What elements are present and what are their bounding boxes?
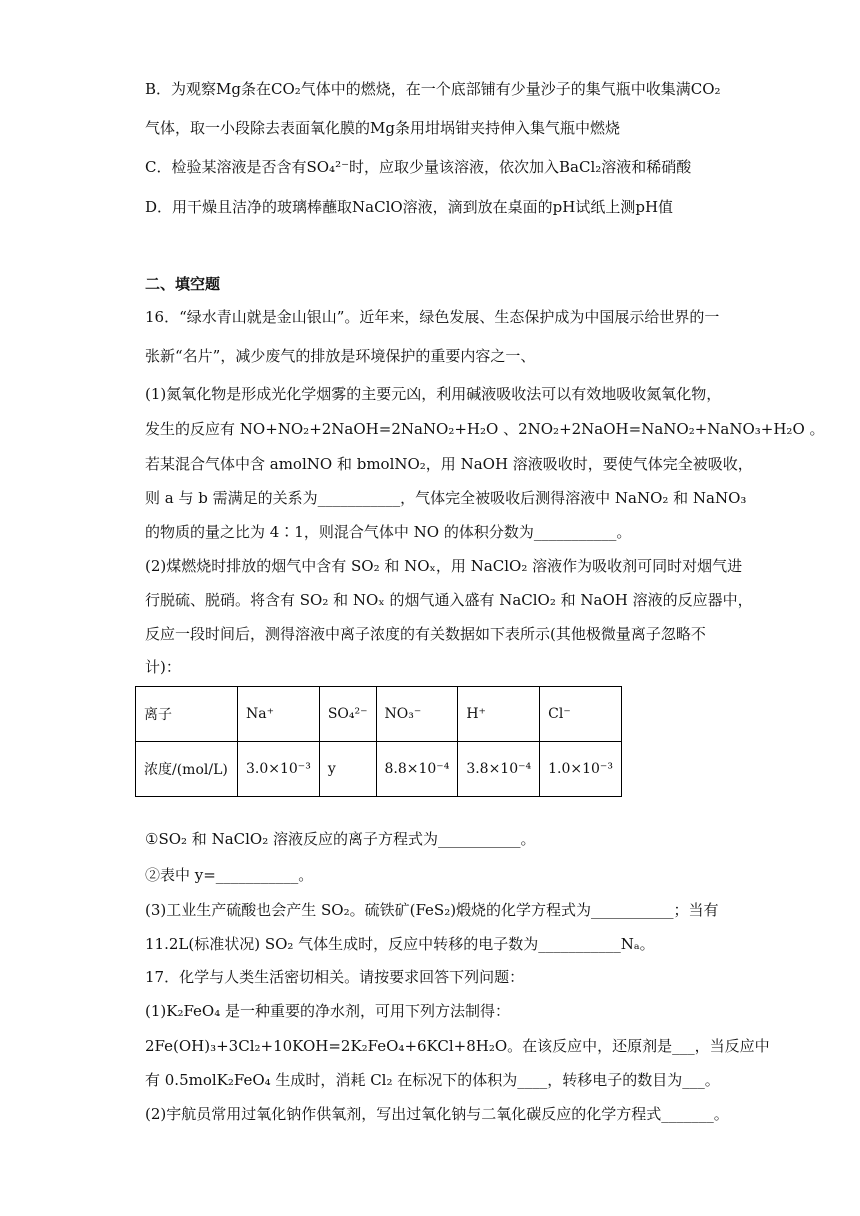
q16-part2-line2: 行脱硫、脱硝。将含有 SO₂ 和 NOₓ 的烟气通入盛有 NaClO₂ 和 NaOH 溶液的反应器中， xyxy=(145,591,753,609)
table-cell: NO₃⁻ xyxy=(376,687,458,742)
q16-part3-line2: 11.2L(标准状况) SO₂ 气体生成时，反应中转移的电子数为___________Nₐ。 xyxy=(145,935,655,953)
q16-part3-line1: (3)工业生产硫酸也会产生 SO₂。硫铁矿(FeS₂)煅烧的化学方程式为___________；当有 xyxy=(145,901,719,919)
table-cell: 3.0×10⁻³ xyxy=(238,742,320,797)
table-cell: 浓度/(mol/L) xyxy=(136,742,238,797)
q17-line1: 17．化学与人类生活密切相关。请按要求回答下列问题： xyxy=(145,968,525,986)
q16-part2-line1: (2)煤燃烧时排放的烟气中含有 SO₂ 和 NOₓ，用 NaClO₂ 溶液作为吸收剂可同时对烟气进 xyxy=(145,557,743,575)
q17-part1-line1: (1)K₂FeO₄ 是一种重要的净水剂，可用下列方法制得： xyxy=(145,1002,511,1020)
option-c: C．检验某溶液是否含有SO₄²⁻时，应取少量该溶液，依次加入BaCl₂溶液和稀硝酸 xyxy=(145,158,692,176)
q16-sub2: ②表中 y=___________。 xyxy=(145,866,314,884)
q16-part2-line4: 计)： xyxy=(145,658,181,676)
option-b-line1: B．为观察Mg条在CO₂气体中的燃烧，在一个底部铺有少量沙子的集气瓶中收集满CO₂ xyxy=(145,80,721,98)
table-cell: Na⁺ xyxy=(238,687,320,742)
table-cell: 离子 xyxy=(136,687,238,742)
table-cell: 8.8×10⁻⁴ xyxy=(376,742,458,797)
table-row xyxy=(136,687,622,742)
table-cell: 1.0×10⁻³ xyxy=(540,742,622,797)
q17-part1-line2: 2Fe(OH)₃+3Cl₂+10KOH=2K₂FeO₄+6KCl+8H₂O。在该反应中，还原剂是___，当反应中 xyxy=(145,1037,770,1055)
q16-part2-line3: 反应一段时间后，测得溶液中离子浓度的有关数据如下表所示(其他极微量离子忽略不 xyxy=(145,625,706,643)
table-cell: 3.8×10⁻⁴ xyxy=(458,742,540,797)
q16-line1: 16．“绿水青山就是金山银山”。近年来，绿色发展、生态保护成为中国展示给世界的一 xyxy=(145,308,720,326)
q16-line2: 张新“名片”，减少废气的排放是环境保护的重要内容之一、 xyxy=(145,347,536,365)
q16-part1-line5: 的物质的量之比为 4∶1，则混合气体中 NO 的体积分数为___________。 xyxy=(145,523,632,541)
q16-sub1: ①SO₂ 和 NaClO₂ 溶液反应的离子方程式为___________。 xyxy=(145,830,536,848)
q17-part2: (2)宇航员常用过氧化钠作供氧剂，写出过氧化钠与二氧化碳反应的化学方程式_______。 xyxy=(145,1105,729,1123)
table-cell: Cl⁻ xyxy=(540,687,622,742)
section-title: 二、填空题 xyxy=(145,275,221,293)
option-b-line2: 气体，取一小段除去表面氧化膜的Mg条用坩埚钳夹持伸入集气瓶中燃烧 xyxy=(145,119,620,137)
option-d: D．用干燥且洁净的玻璃棒蘸取NaClO溶液，滴到放在桌面的pH试纸上测pH值 xyxy=(145,198,674,216)
q16-part1-line1: (1)氮氧化物是形成光化学烟雾的主要元凶，利用碱液吸收法可以有效地吸收氮氧化物， xyxy=(145,385,722,403)
q16-part1-line2: 发生的反应有 NO+NO₂+2NaOH=2NaNO₂+H₂O 、2NO₂+2NaOH=NaNO₂+NaNO₃+H₂O 。 xyxy=(145,420,825,438)
q17-part1-line3: 有 0.5molK₂FeO₄ 生成时，消耗 Cl₂ 在标况下的体积为____，转移电子的数目为___。 xyxy=(145,1071,720,1089)
table-row xyxy=(136,742,622,797)
ion-concentration-table xyxy=(135,686,622,797)
q16-part1-line3: 若某混合气体中含 amolNO 和 bmolNO₂，用 NaOH 溶液吸收时，要使气体完全被吸收， xyxy=(145,455,753,473)
table-cell: H⁺ xyxy=(458,687,540,742)
table-cell: y xyxy=(319,742,376,797)
q16-part1-line4: 则 a 与 b 需满足的关系为___________，气体完全被吸收后测得溶液中 NaNO₂ 和 NaNO₃ xyxy=(145,489,747,507)
table-cell: SO₄²⁻ xyxy=(319,687,376,742)
